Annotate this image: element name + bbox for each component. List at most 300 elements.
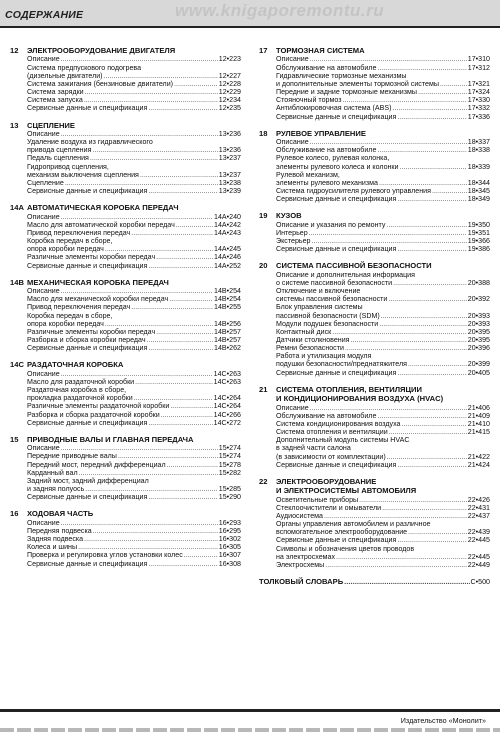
toc-entry[interactable]: [27, 402, 241, 410]
entry-page-number: 18•345: [467, 187, 490, 195]
toc-entry-list: [10, 213, 241, 270]
entry-text: Электросхемы: [276, 560, 325, 569]
entry-text: механизм выключения сцепления: [27, 170, 139, 179]
entry-text: Описание: [27, 287, 60, 296]
entry-text: Колеса и шины: [27, 543, 78, 552]
entry-row: [276, 561, 490, 569]
entry-text: Контактный диск: [276, 327, 332, 336]
section-title: [27, 121, 241, 130]
toc-entry[interactable]: [27, 80, 241, 88]
dot-leader: [135, 378, 213, 386]
toc-entry[interactable]: [276, 328, 490, 336]
toc-entry[interactable]: [27, 96, 241, 104]
entry-row: [276, 245, 490, 253]
entry-text: Описание: [27, 444, 60, 453]
dot-leader: [118, 452, 218, 460]
toc-entry[interactable]: [276, 303, 490, 319]
entry-text: Интерьер: [276, 228, 308, 237]
toc-entry[interactable]: [27, 262, 241, 270]
section-number: 17: [259, 46, 268, 55]
entry-text: Масло для автоматической коробки передач: [27, 220, 175, 229]
dot-leader: [169, 295, 213, 303]
entry-text: Привод переключения передач: [27, 228, 131, 237]
entry-text: Сервисные данные и спецификация: [276, 368, 397, 377]
entry-row: [27, 88, 241, 96]
entry-text: Различные элементы раздаточной коробки: [27, 402, 170, 411]
dot-leader: [61, 213, 213, 221]
section-title: [276, 129, 490, 138]
entry-text-line: Дополнительный модуль системы HVAC: [276, 436, 410, 445]
entry-page-number: 20•393: [467, 311, 490, 320]
entry-row: [27, 179, 241, 187]
toc-section: [259, 129, 490, 204]
dot-leader: [310, 138, 467, 146]
entry-row: [27, 535, 241, 543]
toc-entry[interactable]: [27, 551, 241, 559]
toc-entry[interactable]: [27, 535, 241, 543]
entry-page-number: 20•392: [467, 295, 490, 304]
entry-row: [27, 253, 241, 261]
entry-row: [27, 104, 241, 112]
toc-entry[interactable]: [276, 72, 490, 88]
entry-text: Система гидроусилителя рулевого управления: [276, 187, 431, 195]
entry-page-number: 20•395: [467, 336, 490, 344]
toc-entry-list: [259, 55, 490, 120]
entry-row: [27, 411, 241, 419]
toc-entry[interactable]: [27, 370, 241, 378]
toc-entry[interactable]: [276, 536, 490, 544]
toc-left-column: [10, 46, 241, 576]
section-heading: [259, 211, 490, 220]
entry-text: Экстерьер: [276, 237, 311, 246]
dot-leader: [161, 411, 213, 419]
entry-text: Аудиосистема: [276, 511, 324, 520]
toc-entry[interactable]: [27, 287, 241, 295]
toc-entry[interactable]: [27, 543, 241, 551]
section-title: [276, 261, 490, 270]
entry-text: Разборка и сборка коробки передач: [27, 336, 146, 344]
toc-section: [10, 360, 241, 427]
entry-row: [276, 88, 490, 96]
toc-entry[interactable]: [27, 64, 241, 80]
entry-text: Передние приводные валы: [27, 452, 117, 461]
dot-leader: [148, 560, 217, 568]
dot-leader: [325, 561, 467, 569]
entry-row: [276, 221, 490, 229]
entry-row: [27, 221, 241, 229]
section-title-line: ПРИВОДНЫЕ ВАЛЫ И ГЛАВНАЯ ПЕРЕДАЧА: [27, 434, 194, 444]
dot-leader: [359, 496, 467, 504]
entry-page-number: 14А•245: [214, 245, 241, 254]
entry-row: [27, 295, 241, 303]
entry-page-number: 13•237: [218, 154, 241, 163]
entry-text: вспомогательное электрооборудование: [276, 528, 408, 537]
entry-row: [27, 370, 241, 378]
entry-text: пассивной безопасности (SDM): [276, 311, 380, 320]
toc-entry[interactable]: [276, 55, 490, 63]
toc-entry[interactable]: [27, 419, 241, 427]
toc-entry[interactable]: [27, 386, 241, 402]
entry-row: [276, 187, 490, 195]
toc-entry[interactable]: [27, 461, 241, 469]
entry-page-number: 22•437: [467, 511, 490, 520]
entry-row: [276, 237, 490, 245]
dot-leader: [387, 453, 467, 461]
toc-entry[interactable]: [27, 187, 241, 195]
toc-glossary-entry[interactable]: [259, 577, 490, 587]
toc-entry[interactable]: [276, 154, 490, 170]
entry-text: системы пассивной безопасности: [276, 295, 388, 304]
toc-entry[interactable]: [276, 461, 490, 469]
toc-entry[interactable]: [27, 519, 241, 527]
toc-entry[interactable]: [27, 411, 241, 419]
entry-text: элементы рулевого колеса и колонки: [276, 162, 399, 171]
entry-row: [27, 187, 241, 195]
toc-entry[interactable]: [276, 545, 490, 561]
toc-entry[interactable]: [27, 303, 241, 311]
entry-text: Описание: [276, 138, 309, 147]
toc-entry[interactable]: [276, 245, 490, 253]
section-title-line: И КОНДИЦИОНИРОВАНИЯ ВОЗДУХА (HVAC): [276, 394, 444, 404]
toc-entry-list: [10, 130, 241, 195]
dot-leader: [408, 360, 467, 368]
entry-text: Описание: [27, 518, 60, 527]
toc-entry[interactable]: [276, 271, 490, 287]
toc-entry-list: [10, 519, 241, 568]
dot-leader: [309, 229, 467, 237]
toc-entry[interactable]: [276, 412, 490, 420]
toc-entry[interactable]: [276, 320, 490, 328]
entry-row: [276, 80, 490, 88]
toc-entry[interactable]: [27, 88, 241, 96]
dot-leader: [440, 80, 467, 88]
section-number: 20: [259, 261, 268, 271]
entry-text: Привод переключения передач: [27, 303, 131, 312]
glossary-title: ТОЛКОВЫЙ СЛОВАРЬ: [259, 577, 344, 587]
entry-text: Сервисные данные и спецификация: [27, 187, 148, 195]
toc-entry[interactable]: [27, 163, 241, 179]
section-number: 16: [10, 509, 19, 519]
dot-leader: [397, 195, 466, 203]
entry-text: Стояночный тормоз: [276, 96, 342, 105]
toc-entry[interactable]: [276, 88, 490, 96]
entry-row: [27, 527, 241, 535]
entry-text: Стеклоочистители и омыватели: [276, 503, 382, 512]
toc-entry[interactable]: [276, 352, 490, 368]
entry-text: Сервисные данные и спецификация: [276, 195, 397, 204]
toc-entry[interactable]: [276, 229, 490, 237]
entry-page-number: 17•324: [467, 88, 490, 97]
toc-entry[interactable]: [276, 138, 490, 146]
entry-row: [276, 553, 490, 561]
dot-leader: [78, 543, 218, 551]
section-number: 14С: [10, 360, 24, 370]
dot-leader: [381, 312, 467, 320]
section-title-line: СИСТЕМА ОТОПЛЕНИЯ, ВЕНТИЛЯЦИИ: [276, 384, 422, 394]
toc-entry[interactable]: [27, 154, 241, 162]
toc-entry[interactable]: [27, 55, 241, 63]
entry-text-line: Рулевой механизм,: [276, 170, 340, 179]
toc-entry[interactable]: [276, 496, 490, 504]
dot-leader: [148, 419, 212, 427]
entry-page-number: 14А•242: [214, 220, 241, 229]
entry-page-number: 13•236: [218, 146, 241, 155]
dot-leader: [92, 146, 217, 154]
entry-text: и дополнительные элементы тормозной системы: [276, 79, 439, 88]
entry-text: (в зависимости от комплектации): [276, 452, 386, 461]
toc-entry[interactable]: [27, 336, 241, 344]
dot-leader: [418, 88, 467, 96]
entry-text: Сервисные данные и спецификация: [27, 344, 148, 353]
entry-page-number: 14В•256: [214, 319, 241, 328]
toc-entry[interactable]: [27, 229, 241, 237]
dot-leader: [393, 279, 467, 287]
entry-text: Система зарядки: [27, 88, 84, 97]
entry-row: [27, 146, 241, 154]
entry-row: [27, 130, 241, 138]
section-number: 15: [10, 434, 19, 444]
toc-entry[interactable]: [27, 477, 241, 493]
toc-entry[interactable]: [276, 104, 490, 112]
toc-entry[interactable]: [27, 213, 241, 221]
entry-text-line: Коробка передач в сборе,: [27, 237, 113, 246]
dot-leader: [397, 536, 466, 544]
entry-row: [276, 412, 490, 420]
entry-text: Обслуживание на автомобиле: [276, 146, 377, 155]
toc-entry[interactable]: [276, 96, 490, 104]
toc-entry[interactable]: [27, 344, 241, 352]
dot-leader: [397, 113, 466, 121]
entry-page-number: 20•388: [467, 278, 490, 287]
toc-entry[interactable]: [276, 561, 490, 569]
dot-leader: [400, 163, 467, 171]
dot-leader: [61, 370, 213, 378]
toc-entry[interactable]: [276, 504, 490, 512]
entry-row: [27, 80, 241, 88]
dot-leader: [148, 104, 217, 112]
dot-leader: [345, 344, 467, 352]
toc-section: [10, 46, 241, 113]
dot-leader: [351, 336, 467, 344]
entry-text: привода сцепления: [27, 146, 92, 155]
toc-entry[interactable]: [276, 336, 490, 344]
entry-page-number: 17•330: [467, 96, 490, 105]
toc-entry[interactable]: [276, 171, 490, 187]
section-heading: [259, 46, 490, 55]
toc-entry[interactable]: [276, 428, 490, 436]
entry-text: Описание: [27, 129, 60, 138]
entry-page-number: 20•396: [467, 344, 490, 353]
toc-entry[interactable]: [276, 420, 490, 428]
toc-entry[interactable]: [276, 436, 490, 460]
entry-page-number: 19•350: [467, 220, 490, 229]
entry-page-number: 20•399: [467, 360, 490, 369]
toc-entry[interactable]: [27, 328, 241, 336]
section-number: 14В: [10, 277, 24, 287]
section-title: [276, 385, 490, 404]
toc-entry[interactable]: [276, 64, 490, 72]
toc-entry[interactable]: [276, 221, 490, 229]
toc-entry[interactable]: [276, 187, 490, 195]
entry-text: Антиблокировочная система (ABS): [276, 104, 392, 113]
entry-page-number: 22•426: [467, 495, 490, 504]
entry-text: Система запуска: [27, 96, 83, 105]
toc-entry[interactable]: [27, 378, 241, 386]
entry-row: [276, 312, 490, 320]
section-title-line: ЭЛЕКТРООБОРУДОВАНИЕ: [276, 476, 377, 486]
toc-entry[interactable]: [27, 560, 241, 568]
entry-row: [27, 96, 241, 104]
entry-row: [27, 402, 241, 410]
entry-page-number: 14С•266: [213, 410, 241, 419]
dot-leader: [93, 527, 218, 535]
entry-row: [276, 96, 490, 104]
glossary-page: С•500: [470, 578, 490, 587]
entry-text-line: Отключение и включение: [276, 287, 361, 296]
toc-entry[interactable]: [27, 493, 241, 501]
toc-entry[interactable]: [27, 237, 241, 253]
dot-leader: [170, 402, 212, 410]
entry-row: [276, 428, 490, 436]
section-number: 12: [10, 46, 19, 55]
entry-page-number: 14А•246: [214, 253, 241, 262]
toc-entry[interactable]: [276, 369, 490, 377]
toc-entry[interactable]: [27, 312, 241, 328]
toc-entry[interactable]: [27, 253, 241, 261]
section-heading: [259, 261, 490, 270]
dot-leader: [61, 519, 218, 527]
entry-row: [27, 303, 241, 311]
entry-row: [27, 469, 241, 477]
entry-row: [276, 496, 490, 504]
toc-entry[interactable]: [276, 146, 490, 154]
entry-page-number: 16•295: [218, 526, 241, 535]
entry-row: [27, 419, 241, 427]
entry-row: [27, 519, 241, 527]
toc-entry[interactable]: [27, 444, 241, 452]
entry-row: [27, 320, 241, 328]
entry-page-number: 14С•272: [213, 418, 241, 427]
dot-leader: [176, 221, 213, 229]
section-heading: [10, 360, 241, 369]
dot-leader: [131, 303, 213, 311]
entry-page-number: 22•445: [467, 552, 490, 561]
section-heading: [10, 509, 241, 518]
entry-text-line: Система предпускового подогрева: [27, 63, 142, 72]
entry-row: [27, 72, 241, 80]
toc-entry[interactable]: [27, 469, 241, 477]
section-number: 14А: [10, 203, 24, 213]
toc-entry[interactable]: [27, 138, 241, 154]
toc-right-sections: [259, 46, 490, 569]
entry-text: Масло для механической коробки передач: [27, 295, 169, 304]
entry-page-number: 15•274: [218, 444, 241, 453]
dot-leader: [174, 80, 218, 88]
entry-text-line: Органы управления автомобилем и различное: [276, 520, 431, 529]
entry-text: Сервисные данные и спецификация: [27, 261, 148, 270]
dot-leader: [148, 262, 213, 270]
toc-entry[interactable]: [27, 452, 241, 460]
toc-entry[interactable]: [27, 527, 241, 535]
entry-row: [276, 138, 490, 146]
dot-leader: [148, 344, 213, 352]
section-title: [27, 509, 241, 518]
toc-entry[interactable]: [276, 404, 490, 412]
entry-text-line: Коробка передач в сборе,: [27, 311, 113, 320]
entry-row: [27, 493, 241, 501]
entry-row: [27, 394, 241, 402]
toc-entry[interactable]: [276, 113, 490, 121]
dot-leader: [392, 104, 466, 112]
entry-text: Обслуживание на автомобиле: [276, 411, 377, 420]
dot-leader: [344, 577, 469, 586]
toc-entry[interactable]: [27, 104, 241, 112]
toc-entry[interactable]: [27, 130, 241, 138]
toc-section: [10, 278, 241, 353]
toc-entry[interactable]: [276, 520, 490, 536]
toc-entry[interactable]: [276, 287, 490, 303]
dot-leader: [105, 245, 213, 253]
toc-entry[interactable]: [27, 179, 241, 187]
toc-entry[interactable]: [276, 195, 490, 203]
toc-entry[interactable]: [276, 512, 490, 520]
toc-entry[interactable]: [27, 221, 241, 229]
entry-page-number: 12•227: [218, 71, 241, 80]
entry-page-number: 12•235: [218, 104, 241, 113]
dot-leader: [336, 553, 467, 561]
dot-leader: [389, 428, 467, 436]
entry-page-number: 14В•254: [214, 295, 241, 304]
entry-text: Описание: [27, 212, 60, 221]
dot-leader: [134, 394, 213, 402]
dot-leader: [377, 64, 466, 72]
entry-text: Задняя подвеска: [27, 535, 84, 544]
toc-entry[interactable]: [276, 237, 490, 245]
entry-text: Сервисные данные и спецификация: [27, 493, 148, 502]
entry-row: [27, 485, 241, 493]
toc-entry[interactable]: [27, 295, 241, 303]
toc-entry[interactable]: [276, 344, 490, 352]
entry-row: [27, 213, 241, 221]
entry-row: [276, 64, 490, 72]
section-title-line: СИСТЕМА ПАССИВНОЙ БЕЗОПАСНОСТИ: [276, 261, 432, 271]
section-number: 21: [259, 384, 268, 394]
dot-leader: [402, 420, 467, 428]
entry-text-line: Раздаточная коробка в сборе,: [27, 386, 127, 395]
publisher-credit: Издательство «Монолит»: [400, 716, 486, 725]
entry-row: [276, 104, 490, 112]
toc-entry-list: [10, 370, 241, 427]
entry-row: [276, 328, 490, 336]
entry-text-line: в задней части салона: [276, 444, 351, 453]
dot-leader: [147, 336, 214, 344]
toc-section: [10, 203, 241, 270]
dot-leader: [65, 179, 218, 187]
entry-row: [27, 543, 241, 551]
entry-text-line: Описание и дополнительная информация: [276, 270, 415, 279]
entry-row: [276, 295, 490, 303]
entry-text: элементы рулевого механизма: [276, 178, 378, 187]
entry-row: [276, 369, 490, 377]
entry-page-number: 14В•254: [214, 287, 241, 296]
entry-text: Сервисные данные и спецификация: [27, 559, 148, 568]
entry-page-number: 19•351: [467, 228, 490, 237]
entry-text: Проверка и регулировка углов установки колес: [27, 551, 183, 560]
entry-row: [276, 504, 490, 512]
entry-row: [276, 453, 490, 461]
toc-section: [259, 385, 490, 469]
entry-page-number: 14А•243: [214, 228, 241, 237]
